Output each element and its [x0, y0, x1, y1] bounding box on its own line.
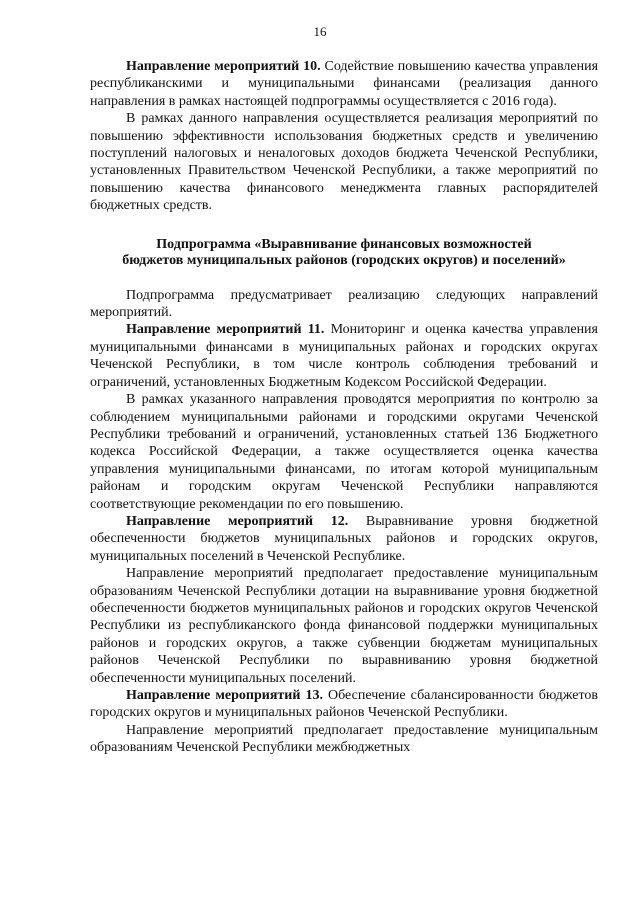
paragraph-text: Мониторинг и оценка качества управления муниципальными финансами в муниципальных районах и городских округах Чеченской Республики, в том числе контроль соблюдения требований и ограничений, установленных Бюджетным Кодексом Российской Федерации.: [90, 322, 598, 390]
paragraph-text: Подпрограмма предусматривает реализацию следующих направлений мероприятий.: [90, 287, 598, 321]
paragraph-text: Направление мероприятий предполагает предоставление муниципальным образованиям Чеченской Республики межбюджетных: [90, 722, 598, 756]
paragraph-text: В рамках данного направления осуществляется реализация мероприятий по повышению эффективности использования бюджетных средств и увеличению поступлений налоговых и неналоговых доходов бюджета Чеченской Республики, установленных Правительством Чеченской Республики, а также мероприятий по повышению качества финансового менеджмента главных распорядителей бюджетных средств.: [90, 111, 598, 214]
paragraph-text: В рамках указанного направления проводятся мероприятия по контролю за соблюдением муниципальными районами и городскими округами Чеченской Республики требований и ограничений, установленных статьей 136 Бюджетного кодекса Российской Федерации, а также осуществляется оценка качества управления муниципальными финансами, по итогам которой муниципальным районам и городским округам Чеченской Республики направляются соответствующие рекомендации по его повышению.: [90, 392, 598, 512]
section-heading: [90, 237, 598, 269]
page-content: [90, 58, 598, 757]
paragraph: [90, 391, 598, 513]
paragraph-direction-13: [90, 687, 598, 722]
paragraph-lead: Направление мероприятий 13.: [126, 688, 323, 703]
section-heading-line-1: Подпрограмма «Выравнивание финансовых возможностей: [156, 236, 532, 252]
paragraph-text: Направление мероприятий предполагает предоставление муниципальным образованиям Чеченской Республики дотации на выравнивание уровня бюджетной обеспеченности бюджетов муниципальных районов и городских округов Чеченской Республики из республиканского фонда финансовой поддержки муниципальных районов и городских округов, а также субвенции бюджетам муниципальных районов Чеченской Республики по выравниванию уровня бюджетной обеспеченности муниципальных поселений.: [90, 566, 598, 686]
paragraph-text: Выравнивание уровня бюджетной обеспеченности бюджетов муниципальных районов и городских округов, муниципальных поселений в Чеченской Республике.: [90, 513, 599, 564]
paragraph-direction-12: [90, 513, 598, 565]
paragraph-lead: Направление мероприятий 12.: [126, 513, 349, 529]
paragraph-direction-10: [90, 58, 598, 110]
paragraph-direction-11: [90, 321, 598, 391]
paragraph: [90, 565, 598, 687]
paragraph-text: Обеспечение сбалансированности бюджетов городских округов и муниципальных районов Чеченской Республики.: [90, 688, 598, 721]
page-number: 16: [313, 24, 327, 39]
paragraph-lead: Направление мероприятий 10.: [126, 59, 321, 74]
section-heading-line-2: бюджетов муниципальных районов (городских округов) и поселений»: [122, 252, 566, 268]
paragraph-lead: Направление мероприятий 11.: [126, 322, 325, 338]
paragraph: [90, 722, 598, 757]
paragraph: [90, 110, 598, 214]
paragraph-text: Содействие повышению качества управления республиканскими и муниципальными финансами (реализация данного направления в рамках настоящей подпрограммы осуществляется с 2016 года).: [90, 59, 599, 109]
paragraph: [90, 287, 598, 322]
